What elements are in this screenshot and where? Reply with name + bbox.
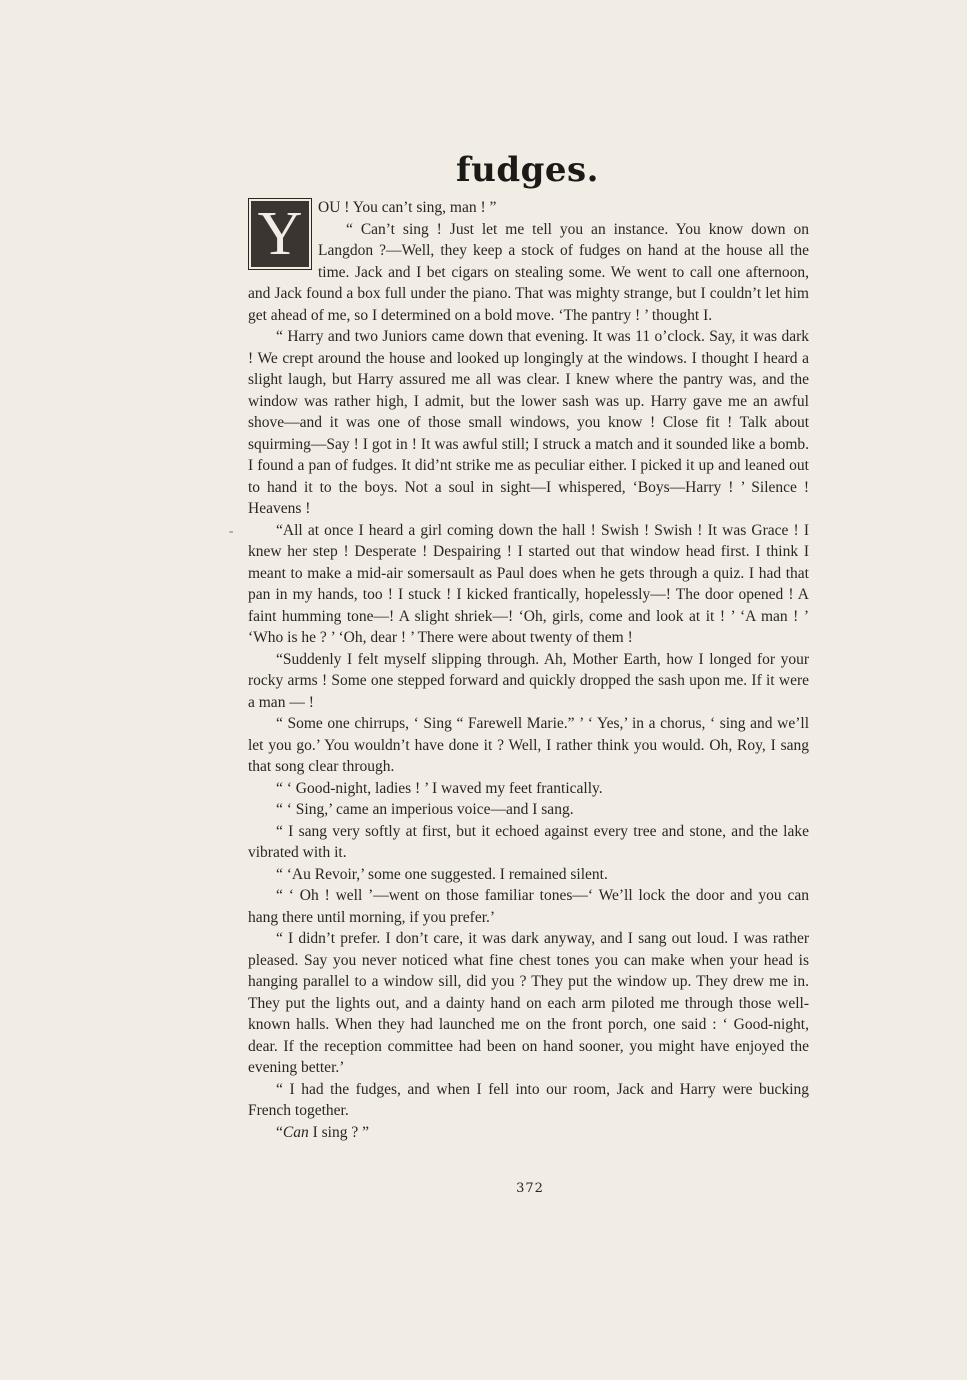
drop-cap	[248, 198, 312, 270]
paragraph: “ I sang very softly at first, but it echoed against every tree and stone, and the lake vibrated with it.	[248, 822, 809, 861]
paragraph: “Suddenly I felt myself slipping through. Ah, Mother Earth, how I longed for your rocky arms ! Some one stepped forward and quickly dropped the sash upon me. If it were a man — !	[248, 650, 809, 711]
paragraph-text: OU ! You can’t sing, man ! ”	[318, 199, 497, 216]
margin-mark: -	[229, 523, 234, 538]
closing-emphasis: Can	[282, 1123, 309, 1141]
drop-cap-letter: Y	[251, 201, 309, 267]
paragraph: “ Can’t sing ! Just let me tell you an instance. You know down on Langdon ?—Well, they keep a stock of fudges on hand at the house all the time. Jack and I bet cigars on stealing some. We went to call one afternoon, and Jack found a box full under the piano. That was mighty strange, but I couldn’t let him get ahead of me, so I determined on a bold move. ‘The pantry ! ’ thought I.	[248, 220, 809, 324]
closing-rest: I sing ? ”	[308, 1123, 369, 1141]
paragraph	[248, 197, 809, 268]
paragraph: “ I didn’t prefer. I don’t care, it was dark anyway, and I sang out loud. I was rather pleased. Say you never noticed what fine chest tones you can make when your head is hanging parallel to a window sill, did you ? They put the window up. They drew me in. They put the lights out, and a dainty hand on each arm piloted me through those well-known halls. When they had launched me on the front porch, one said : ‘ Good-night, dear. If the reception committee had been on hand sooner, you might have enjoyed the evening better.’	[248, 930, 809, 1076]
page-number: 372	[516, 1181, 544, 1196]
paragraph: “ ‘Au Revoir,’ some one suggested. I remained silent.	[276, 865, 608, 883]
paragraph: “ Harry and two Juniors came down that evening. It was 11 o’clock. Say, it was dark ! We crept around the house and looked up longingly at the windows. I thought I heard a slight laugh, but Harry assured me all was clear. I knew where the pantry was, and the window was rather high, I admit, but the lower sash was up. Harry gave me an awful shove—and it was one of those small windows, you know ! Close fit ! Talk about squirming—Say ! I got in ! It was awful still; I struck a match and it sounded like a bomb. I found a pan of fudges. It did’nt strike me as peculiar either. I picked it up and leaned out to hand it to the boys. Not a soul in sight—I whispered, ‘Boys—Harry ! ’ Silence ! Heavens !	[248, 328, 809, 517]
page-title: fudges.	[455, 150, 599, 190]
paragraph: “ Some one chirrups, ‘ Sing “ Farewell Marie.” ’ ‘ Yes,’ in a chorus, ‘ sing and we’ll let you go.’ You wouldn’t have done it ? Well, I rather think you would. Oh, Roy, I sang that song clear through.	[248, 715, 809, 775]
paragraph: “ ‘ Good-night, ladies ! ’ I waved my feet frantically.	[276, 779, 603, 797]
paragraph: “ ‘ Sing,’ came an imperious voice—and I sang.	[276, 801, 574, 818]
closing-line	[248, 1122, 809, 1144]
paragraph: “ ‘ Oh ! well ’—went on those familiar tones—‘ We’ll lock the door and you can hang there until morning, if you prefer.’	[248, 887, 809, 926]
paragraph: “All at once I heard a girl coming down the hall ! Swish ! Swish ! It was Grace ! I knew her step ! Desperate ! Despairing ! I started out that window head first. I think I meant to make a mid-air somersault as Paul does when he gets through a quiz. I had that pan in my hands, too ! I stuck ! I kicked frantically, hopelessly—! The door opened ! A faint humming tone—! A slight shriek—! ‘Oh, girls, come and look at it ! ’ ‘A man ! ’ ‘Who is he ? ’ ‘Oh, dear ! ’ There were about twenty of them !	[248, 521, 809, 646]
story-body	[248, 197, 809, 1143]
paragraph: “ I had the fudges, and when I fell into our room, Jack and Harry were bucking French together.	[248, 1080, 809, 1119]
closing-open-quote: “	[276, 1123, 283, 1141]
